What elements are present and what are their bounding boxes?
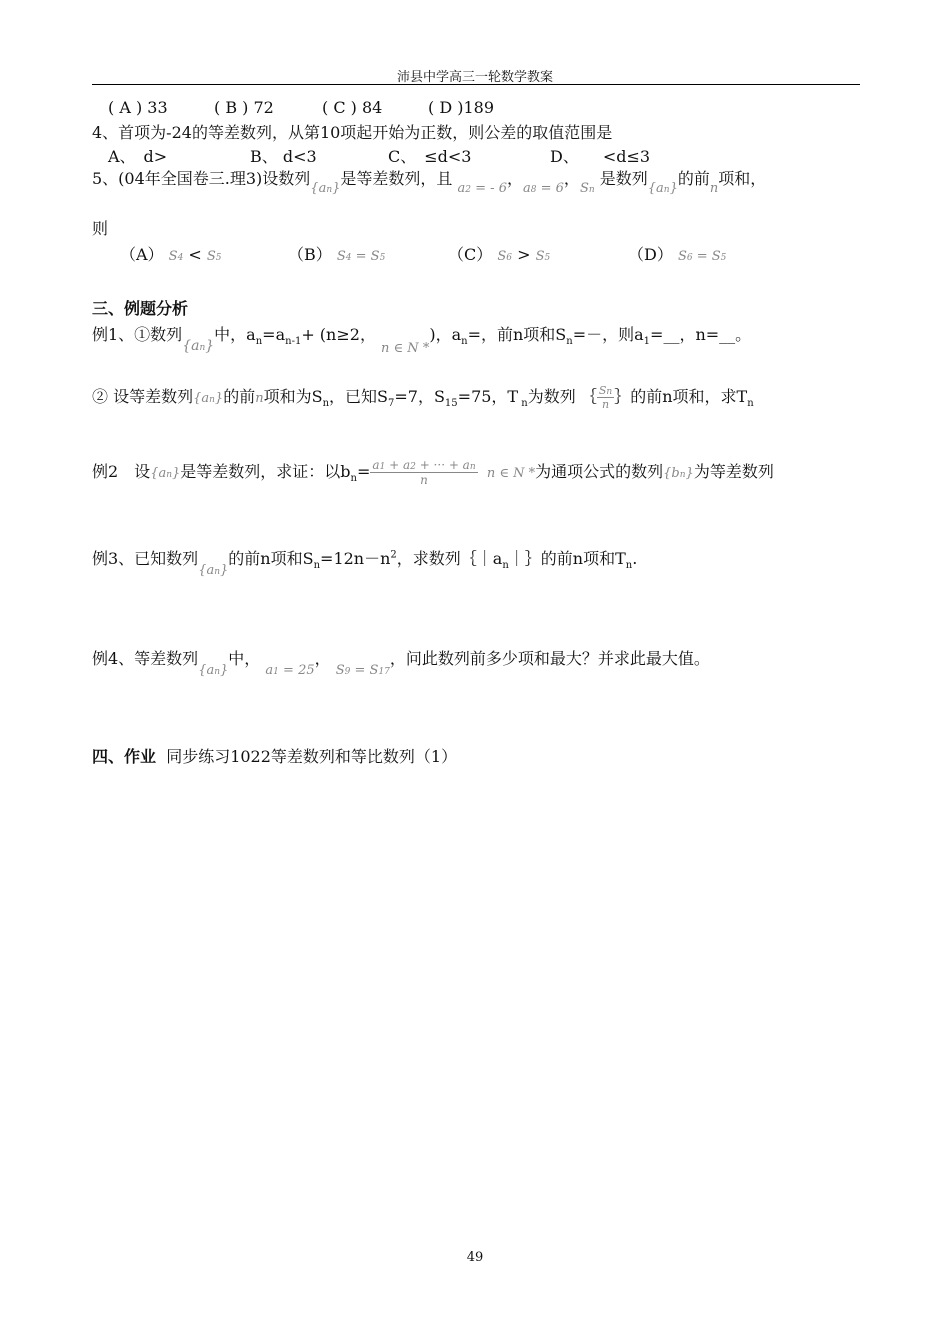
math-a1: a1 = 25 bbox=[265, 663, 315, 678]
q4-option-b: B、 d<3 bbox=[250, 147, 317, 166]
q3-option-d: ( D )189 bbox=[428, 98, 495, 117]
math-n-in-N: n ∈ N * bbox=[381, 341, 430, 356]
header-rule bbox=[92, 84, 860, 85]
math-seq-an-2: {an} bbox=[647, 181, 678, 196]
math-a8: a8 = 6 bbox=[522, 181, 564, 196]
math-s9-s17: S9 = S17 bbox=[335, 663, 390, 678]
section-title-homework: 四、作业 bbox=[92, 747, 157, 766]
example-1: 例1、①数列{an}中，$a_n=a_{n-1}+ (n\ge 2$， $_{n \in N *}$)，$a_n=$，前n项和$S_n=-$，则$a_1=\_\_$，n=__。 bbox=[92, 325, 752, 356]
math-n: n bbox=[255, 391, 264, 406]
page-header: 沛县中学高三一轮数学教案 bbox=[396, 70, 553, 85]
math-seq-an: {an} bbox=[150, 466, 181, 481]
math-frac-sn-over-n: $\frac{Sn}{n}$ bbox=[598, 384, 613, 411]
q4-stem: 4、首项为-24的等差数列，从第10项起开始为正数，则公差的取值范围是 bbox=[92, 123, 613, 142]
q5-option-c: （C） S6 > S5 bbox=[448, 245, 551, 264]
math-seq-an: {an} bbox=[182, 338, 215, 354]
example-1-part-2: ② 设等差数列{an}的前n项和为$S_n$，已知$S_7=7$，$S_{15}=75$，T $_n$为数列 ｛ $\frac{Sn}{n}$ ｝的前n项和，求$T_n$ bbox=[92, 384, 754, 411]
homework-text: 同步练习1022等差数列和等比数列（1） bbox=[166, 747, 458, 766]
section-title-examples: 三、例题分析 bbox=[92, 299, 189, 318]
q5-then: 则 bbox=[92, 219, 109, 238]
math-sn: Sn bbox=[579, 181, 595, 196]
q3-option-a: ( A ) 33 bbox=[108, 98, 168, 117]
example-4: 例4、等差数列$_{\{an\}}$中， $_{a1 = 25}$， $_{S9 = S17}$，问此数列前多少项和最大？并求此最大值。 bbox=[92, 649, 710, 678]
q4-option-c: C、 ≤d<3 bbox=[388, 147, 472, 166]
page-number: 49 bbox=[466, 1250, 484, 1265]
example-2: 例2 设{an}是等差数列，求证：以$b_n=$ $\frac{a1 + a2 + \cdot\cdot\cdot + an}{n}$ n ∈ N *为通项公式的数列{bn}为等差数列 bbox=[92, 458, 774, 487]
homework-line bbox=[92, 744, 457, 767]
math-n: n bbox=[709, 181, 719, 196]
q4-option-a: A、 d> bbox=[108, 147, 168, 166]
math-seq-an: {an} bbox=[193, 391, 224, 406]
math-seq-bn: {bn} bbox=[663, 466, 694, 481]
math-a2: a2 = - 6 bbox=[457, 181, 507, 196]
math-frac-mean: $\frac{a1 + a2 + \cdot\cdot\cdot + an}{n}$ bbox=[372, 458, 476, 487]
q3-option-b: ( B ) 72 bbox=[214, 98, 274, 117]
q5-option-a: （A） S4 < S5 bbox=[120, 245, 222, 264]
math-seq-an: {an} bbox=[198, 563, 229, 578]
q4-option-d: D、 <d≤3 bbox=[550, 147, 651, 166]
q5-option-b: （B） S4 = S5 bbox=[288, 245, 386, 264]
example-3: 例3、已知数列$_{\{an\}}$的前n项和$S_n=12n-n^2$，求数列$\{|a_n|\}$的前n项和$T_n$. bbox=[92, 549, 638, 578]
q5-option-d: （D） S6 = S5 bbox=[628, 245, 727, 264]
math-seq-an: {an} bbox=[310, 181, 341, 196]
math-seq-an: {an} bbox=[198, 663, 229, 678]
q3-option-c: ( C ) 84 bbox=[322, 98, 383, 117]
math-n-in-N: n ∈ N * bbox=[482, 466, 536, 481]
q5-stem: 5、(04年全国卷三.理3)设数列$_{\{an\}}$是等差数列，且 $_{a2 = - 6}$，$_{a8 = 6}$，$_{Sn}$ 是数列$_{\{an\}}$的前$_n$项和， bbox=[92, 169, 767, 196]
